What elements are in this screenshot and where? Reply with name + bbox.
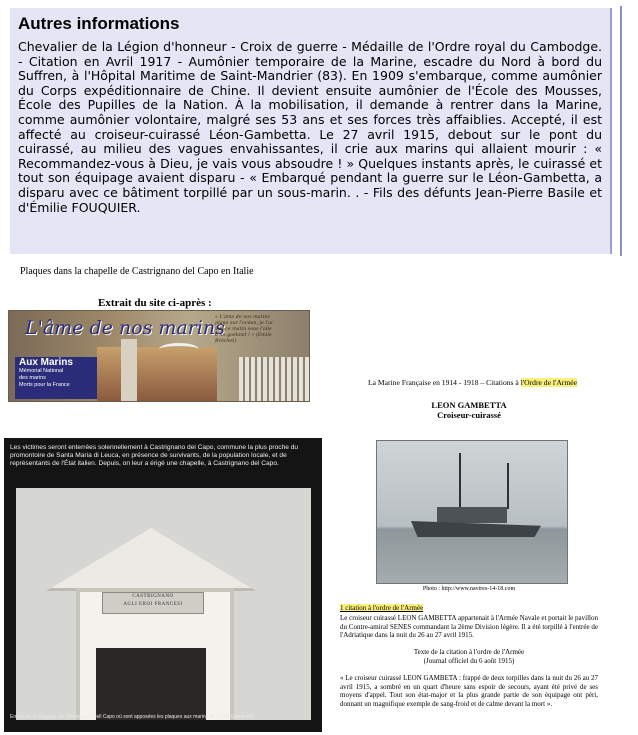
- citation-label: 1 citation à l'ordre de l'Armée: [340, 604, 424, 612]
- ship-hull: [411, 521, 541, 537]
- doc-paragraph-1: Le croiseur cuirassé LEON GAMBETTA appartenait à l'Armée Navale et portait le pavillon du Contre-amiral SENES commandant la 2ème Division légère. Il a été torpillé à l'entrée de l'Adriatique dans la nuit du 26 au 27 avril 1915.: [340, 614, 598, 640]
- chapel-caption: Entrée de la chapelle de Castrignano dell Capo où sont apposées les plaques aux marins du "Léon Gambetta": [10, 714, 255, 720]
- texte-label: Texte de la citation à l'ordre de l'Armée: [413, 648, 525, 656]
- chapel-door: [96, 648, 206, 720]
- info-body: Chevalier de la Légion d'honneur - Croix de guerre - Médaille de l'Ordre royal du Cambodge. - Citation en Avril 1917 - Aumônier temporaire de la Marine, escadre du Nord à bord du Suffren, à l'Hôpital Maritime de Saint-Mandrier (83). En 1909 s'embarque, comme aumônier du Corps expéditionnaire de Chine. Il devient ensuite aumônier de l'École des Mousses, École des Pupilles de la Nation. À la mobilisation, il demande à rentrer dans la Marine, comme aumônier volontaire, malgré ses 53 ans et ses forces très affaiblies. Accepté, il est affecté au croiseur-cuirassé Léon-Gambetta. Le 27 avril 1915, debout sur le pont du cuirassé, au milieu des vagues envahissantes, il crie aux marins qui allaient mourir : « Recommandez-vous à Dieu, je vais vous absoudre ! » Quelques instants après, le cuirassé et tout son équipage avaient disparu - « Embarqué pendant la guerre sur le Léon-Gambetta, a disparu avec ce bâtiment torpillé par un sous-marin. . - Fils des défunts Jean-Pierre Basile et d'Émilie FOUQUIER.: [18, 39, 602, 215]
- chapel-text: Les victimes seront enterrées solennellement à Castrignano del Capo, commune la plus proche du promontoire de Santa Maria di Leuca, en présence de survivants, de la population locale, et de représentants de l'État italien. Depuis, on leur a érigé une chapelle, à Castrignano del Capo.: [10, 444, 299, 467]
- chapel-plaque: [102, 592, 204, 614]
- info-title: Autres informations: [18, 14, 180, 33]
- banner-sub-line4: Morts pour la France: [19, 382, 70, 388]
- banner-sub: [15, 357, 97, 399]
- ship-superstructure: [437, 507, 507, 523]
- chapel-pediment: [46, 528, 256, 591]
- banner-sub-line1: Aux Marins: [19, 357, 73, 368]
- banner-quote: « L'âme de nos marins plane sur l'océan, je l'ai vue ce matin sous l'aile d'un goéland ! » (Emile Bréchet): [215, 315, 273, 344]
- doc-paragraph-2: « Le croiseur cuirassé LEON GAMBETA : frappé de deux torpilles dans la nuit du 26 au 27 avril 1915, a sombré en un quart d'heure sans espoir de secours, ayant été privé de ses moyens d'appel. Tout son état-major et la plus grande partie de son équipage ont péri, donnant un magnifique exemple de sang-froid et de calme devant la mort ».: [340, 674, 598, 708]
- chapel-photo-panel: [4, 438, 322, 732]
- ship-type: Croiseur-cuirassé: [437, 410, 501, 420]
- photo-credit: Photo : http://www.navires-14-18.com: [422, 586, 516, 592]
- journal-ref: (Journal officiel du 6 août 1915): [423, 657, 515, 665]
- banner-title: L'âme de nos marins: [25, 317, 225, 339]
- plaque-line1: CASTRIGNANO: [132, 594, 174, 599]
- site-banner: [8, 310, 310, 402]
- ship-photo: [376, 440, 568, 584]
- info-box: [10, 8, 612, 254]
- extrait-label: Extrait du site ci-après :: [98, 297, 212, 309]
- plaques-caption: Plaques dans la chapelle de Castrignano del Capo en Italie: [20, 266, 254, 277]
- banner-sub-line3: des marins: [19, 375, 46, 381]
- doc-header-highlight: l'Ordre de l'Armée: [520, 378, 577, 387]
- citation-count: [340, 604, 598, 613]
- banner-sky: [97, 347, 217, 401]
- divider: [620, 6, 622, 256]
- ship-mast-aft: [507, 463, 509, 509]
- doc-header-text: La Marine Française en 1914 - 1918 – Citations à: [368, 378, 521, 387]
- seagull-icon: [159, 343, 199, 356]
- banner-tower: [121, 339, 137, 401]
- ship-name: LEON GAMBETTA: [431, 400, 507, 410]
- banner-memorial-wall: [239, 357, 309, 401]
- doc-header: [368, 378, 577, 387]
- banner-sub-line2: Mémorial National: [19, 368, 64, 374]
- plaque-line2: AGLI EROI FRANCESI: [123, 602, 183, 607]
- chapel-photo: [16, 488, 311, 720]
- citation-document: [340, 378, 630, 733]
- ship-mast-fore: [459, 453, 461, 509]
